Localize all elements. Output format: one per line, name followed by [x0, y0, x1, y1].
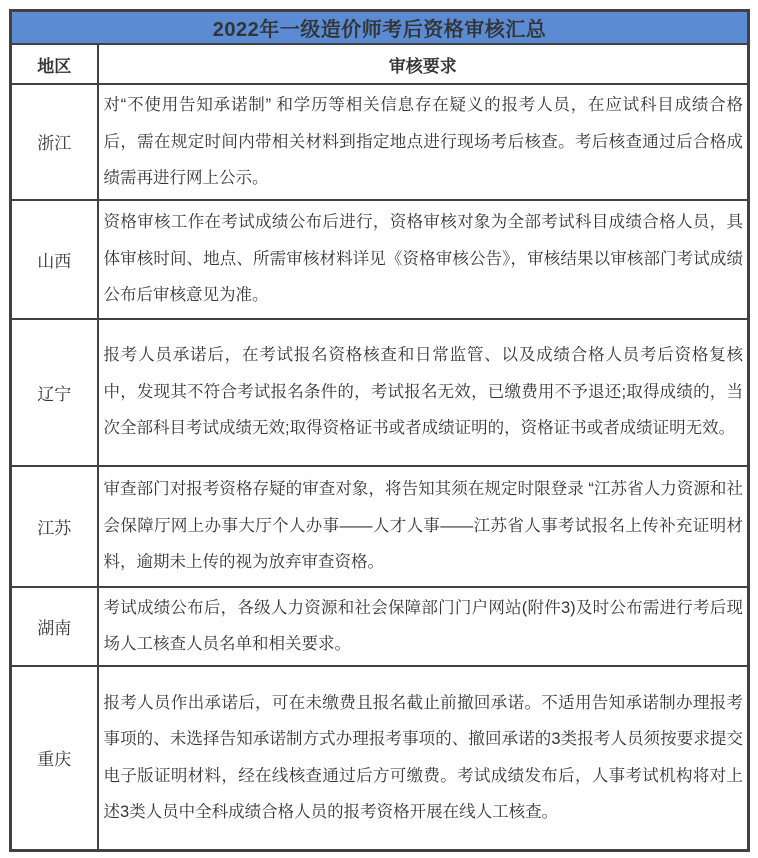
table-title: 2022年一级造价师考后资格审核汇总 — [11, 11, 749, 45]
requirement-cell: 考试成绩公布后，各级人力资源和社会保障部门门户网站(附件3)及时公布需进行考后现场人工核查人员名单和相关要求。 — [98, 587, 749, 666]
table-row-liaoning — [11, 319, 749, 466]
region-cell: 浙江 — [11, 84, 98, 200]
region-cell: 湖南 — [11, 587, 98, 666]
column-header-region: 地区 — [11, 44, 98, 84]
requirement-cell: 报考人员作出承诺后，可在未缴费且报名截止前撤回承诺。不适用告知承诺制办理报考事项的、未选择告知承诺制方式办理报考事项的、撤回承诺的3类报考人员须按要求提交电子版证明材料，经在线核查通过后方可缴费。考试成绩发布后，人事考试机构将对上述3类人员中全科成绩合格人员的报考资格开展在线人工核查。 — [98, 666, 749, 851]
requirement-cell: 报考人员承诺后，在考试报名资格核查和日常监管、以及成绩合格人员考后资格复核中，发现其不符合考试报名条件的，考试报名无效，已缴费用不予退还;取得成绩的，当次全部科目考试成绩无效;取得资格证书或者成绩证明的，资格证书或者成绩证明无效。 — [98, 319, 749, 466]
table-row-shanxi — [11, 200, 749, 319]
column-header-row — [11, 44, 749, 84]
region-cell: 江苏 — [11, 466, 98, 587]
title-row — [11, 11, 749, 45]
region-cell: 山西 — [11, 200, 98, 319]
region-cell: 辽宁 — [11, 319, 98, 466]
region-cell: 重庆 — [11, 666, 98, 851]
qualification-review-table — [9, 9, 750, 852]
requirement-cell: 审查部门对报考资格存疑的审查对象，将告知其须在规定时限登录 “江苏省人力资源和社会保障厅网上办事大厅个人办事——人才人事——江苏省人事考试报名上传补充证明材料，逾期未上传的视为放弃审查资格。 — [98, 466, 749, 587]
requirement-cell: 对“不使用告知承诺制” 和学历等相关信息存在疑义的报考人员，在应试科目成绩合格后，需在规定时间内带相关材料到指定地点进行现场考后核查。考后核查通过后合格成绩需再进行网上公示。 — [98, 84, 749, 200]
column-header-requirement: 审核要求 — [98, 44, 749, 84]
requirement-cell: 资格审核工作在考试成绩公布后进行，资格审核对象为全部考试科目成绩合格人员，具体审核时间、地点、所需审核材料详见《资格审核公告》，审核结果以审核部门考试成绩公布后审核意见为准。 — [98, 200, 749, 319]
table-row-chongqing — [11, 666, 749, 851]
table-row-zhejiang — [11, 84, 749, 200]
table-row-jiangsu — [11, 466, 749, 587]
table-row-hunan — [11, 587, 749, 666]
